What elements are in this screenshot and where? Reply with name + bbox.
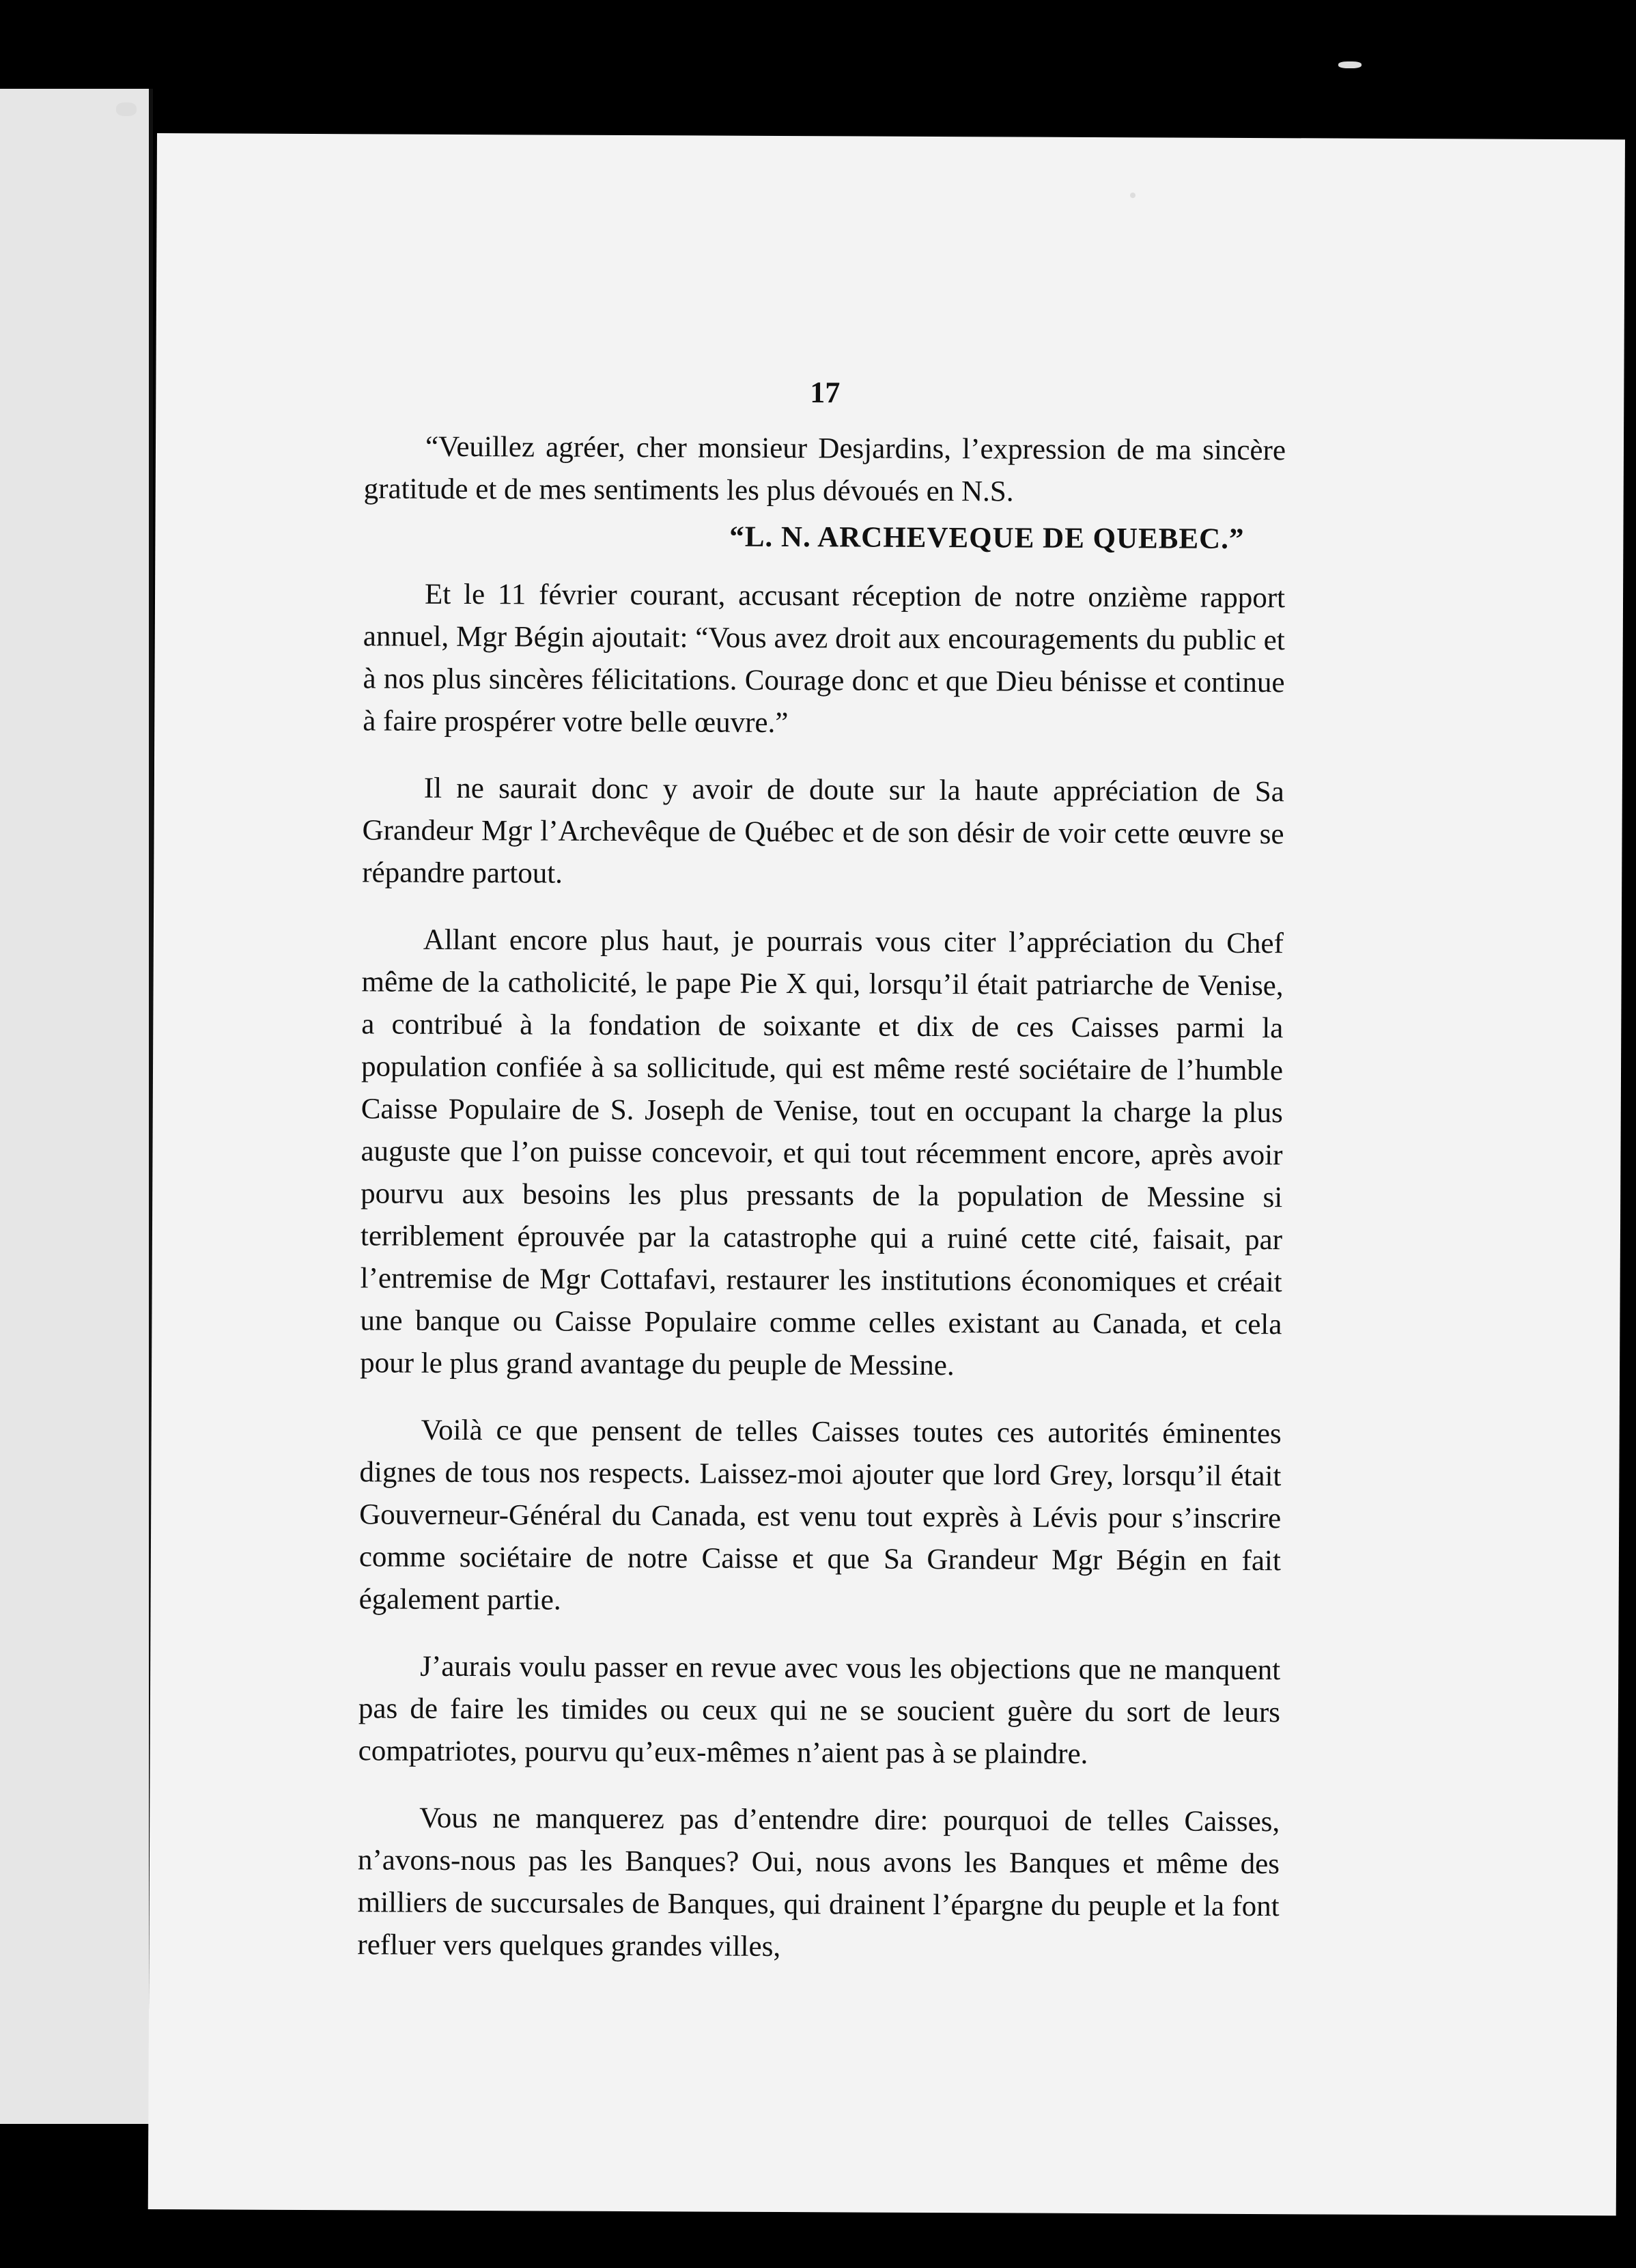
adjacent-page-edge [0,89,153,2124]
page-text [357,369,1286,1995]
scan-speck [1130,193,1136,198]
scan-speck [116,102,137,116]
paragraph-objections: J’aurais voulu passer en revue avec vous les objections que ne manquent pas de faire les timides ou ceux qui ne se soucient guère du sort de leurs compatriotes, pourvu qu’eux-mêmes n’aient pas à se plaindre. [358,1650,1281,1770]
paragraph-banks: Vous ne manquerez pas d’entendre dire: pourquoi de telles Caisses, n’avons-nous pas les Banques? Oui, nous avons les Banques et même des milliers de succursales de Banques, qui drainent l’épargne du peuple et la font refluer vers quelques grandes villes, [357,1802,1280,1963]
paragraph-pope-pie-x: Allant encore plus haut, je pourrais vous citer l’appréciation du Chef même de la catholicité, le pape Pie X qui, lorsqu’il était patriarche de Venise, a contribué à la fondation de soixante et dix de ces Caisses parmi la population confiée à sa sollicitude, qui est même resté sociétaire de l’humble Caisse Populaire de S. Joseph de Venise, tout en occupant la charge la plus auguste que l’on puisse concevoir, et qui tout récemment encore, après avoir pourvu aux besoins les plus pressants de la population de Messine si terriblement éprouvée par la catastrophe qui a ruiné cette cité, faisait, par l’entremise de Mgr Cottafavi, restaurer les institutions économiques et créait une banque ou Caisse Populaire comme celles existant au Canada, et cela pour le plus grand avantage du peuple de Messine. [360,923,1284,1382]
book-page [148,133,1625,2215]
page-number: 17 [810,376,841,410]
paragraph-begin-reply: Et le 11 février courant, accusant réception de notre onzième rapport annuel, Mgr Bégin ajoutait: “Vous avez droit aux encouragements du public et à nos plus sincères félicitations. Courage donc et que Dieu bénisse et continue à faire prospérer votre belle œuvre.” [363,578,1286,740]
scan-speck [1338,61,1362,68]
letter-signature: “L. N. ARCHEVEQUE DE QUEBEC.” [729,520,1245,555]
paragraph-authorities: Voilà ce que pensent de telles Caisses toutes ces autorités éminentes dignes de tous nos respects. Laissez-moi ajouter que lord Grey, lorsqu’il était Gouverneur-Général du Canada, est venu tout exprès à Lévis pour s’inscrire comme sociétaire de notre Caisse et que Sa Grandeur Mgr Bégin en fait également partie. [358,1414,1282,1616]
paragraph-appreciation: Il ne saurait donc y avoir de doute sur la haute appréciation de Sa Grandeur Mgr l’Archevêque de Québec et de son désir de voir cette œuvre se répandre partout. [362,772,1284,890]
quote-closing-paragraph: “Veuillez agréer, cher monsieur Desjardins, l’expression de ma sincère gratitude et de mes sentiments les plus dévoués en N.S. [363,430,1286,508]
